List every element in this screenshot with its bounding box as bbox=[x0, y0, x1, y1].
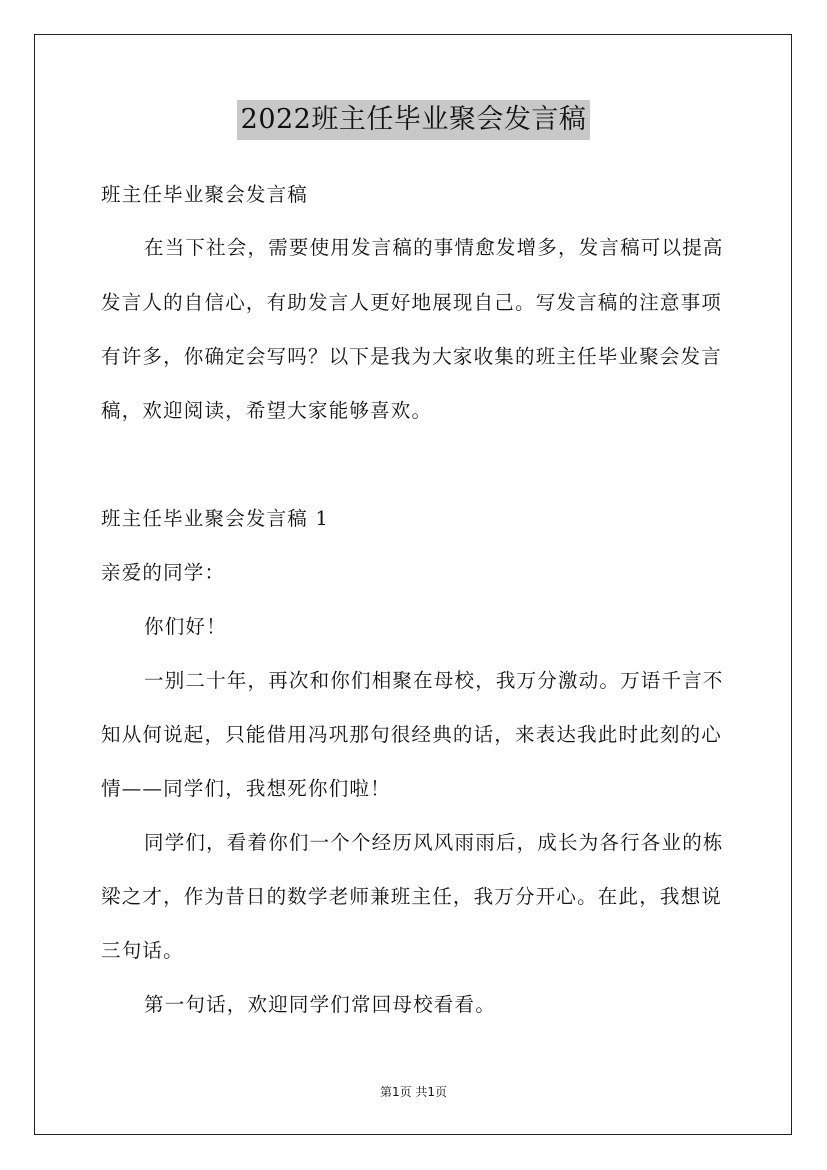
page-number-footer: 第1页 共1页 bbox=[379, 1085, 448, 1099]
paragraph-line: 同学们，看着你们一个个经历风风雨雨后，成长为各行各业的栋 bbox=[144, 831, 724, 854]
section-title: 班主任毕业聚会发言稿 1 bbox=[101, 507, 330, 530]
intro-line: 稿，欢迎阅读，希望大家能够喜欢。 bbox=[101, 399, 433, 422]
paragraph-line: 梁之才，作为昔日的数学老师兼班主任，我万分开心。在此，我想说 bbox=[101, 885, 723, 908]
paragraph-line: 知从何说起，只能借用冯巩那句很经典的话，来表达我此时此刻的心 bbox=[101, 723, 723, 746]
paragraph-line: 第一句话，欢迎同学们常回母校看看。 bbox=[144, 993, 496, 1016]
paragraph-line: 一别二十年，再次和你们相聚在母校，我万分激动。万语千言不 bbox=[144, 669, 724, 692]
salutation: 亲爱的同学： bbox=[101, 561, 226, 584]
intro-line: 有许多，你确定会写吗？以下是我为大家收集的班主任毕业聚会发言 bbox=[101, 345, 723, 368]
document-subtitle: 班主任毕业聚会发言稿 bbox=[101, 183, 309, 206]
paragraph-line: 三句话。 bbox=[101, 939, 184, 962]
title-container bbox=[0, 100, 827, 140]
paragraph-line: 情——同学们，我想死你们啦！ bbox=[101, 777, 391, 800]
intro-line: 在当下社会，需要使用发言稿的事情愈发增多，发言稿可以提高 bbox=[144, 236, 724, 259]
document-title: 2022班主任毕业聚会发言稿 bbox=[237, 100, 591, 140]
greeting: 你们好！ bbox=[144, 615, 227, 638]
intro-line: 发言人的自信心，有助发言人更好地展现自己。写发言稿的注意事项 bbox=[101, 291, 723, 314]
